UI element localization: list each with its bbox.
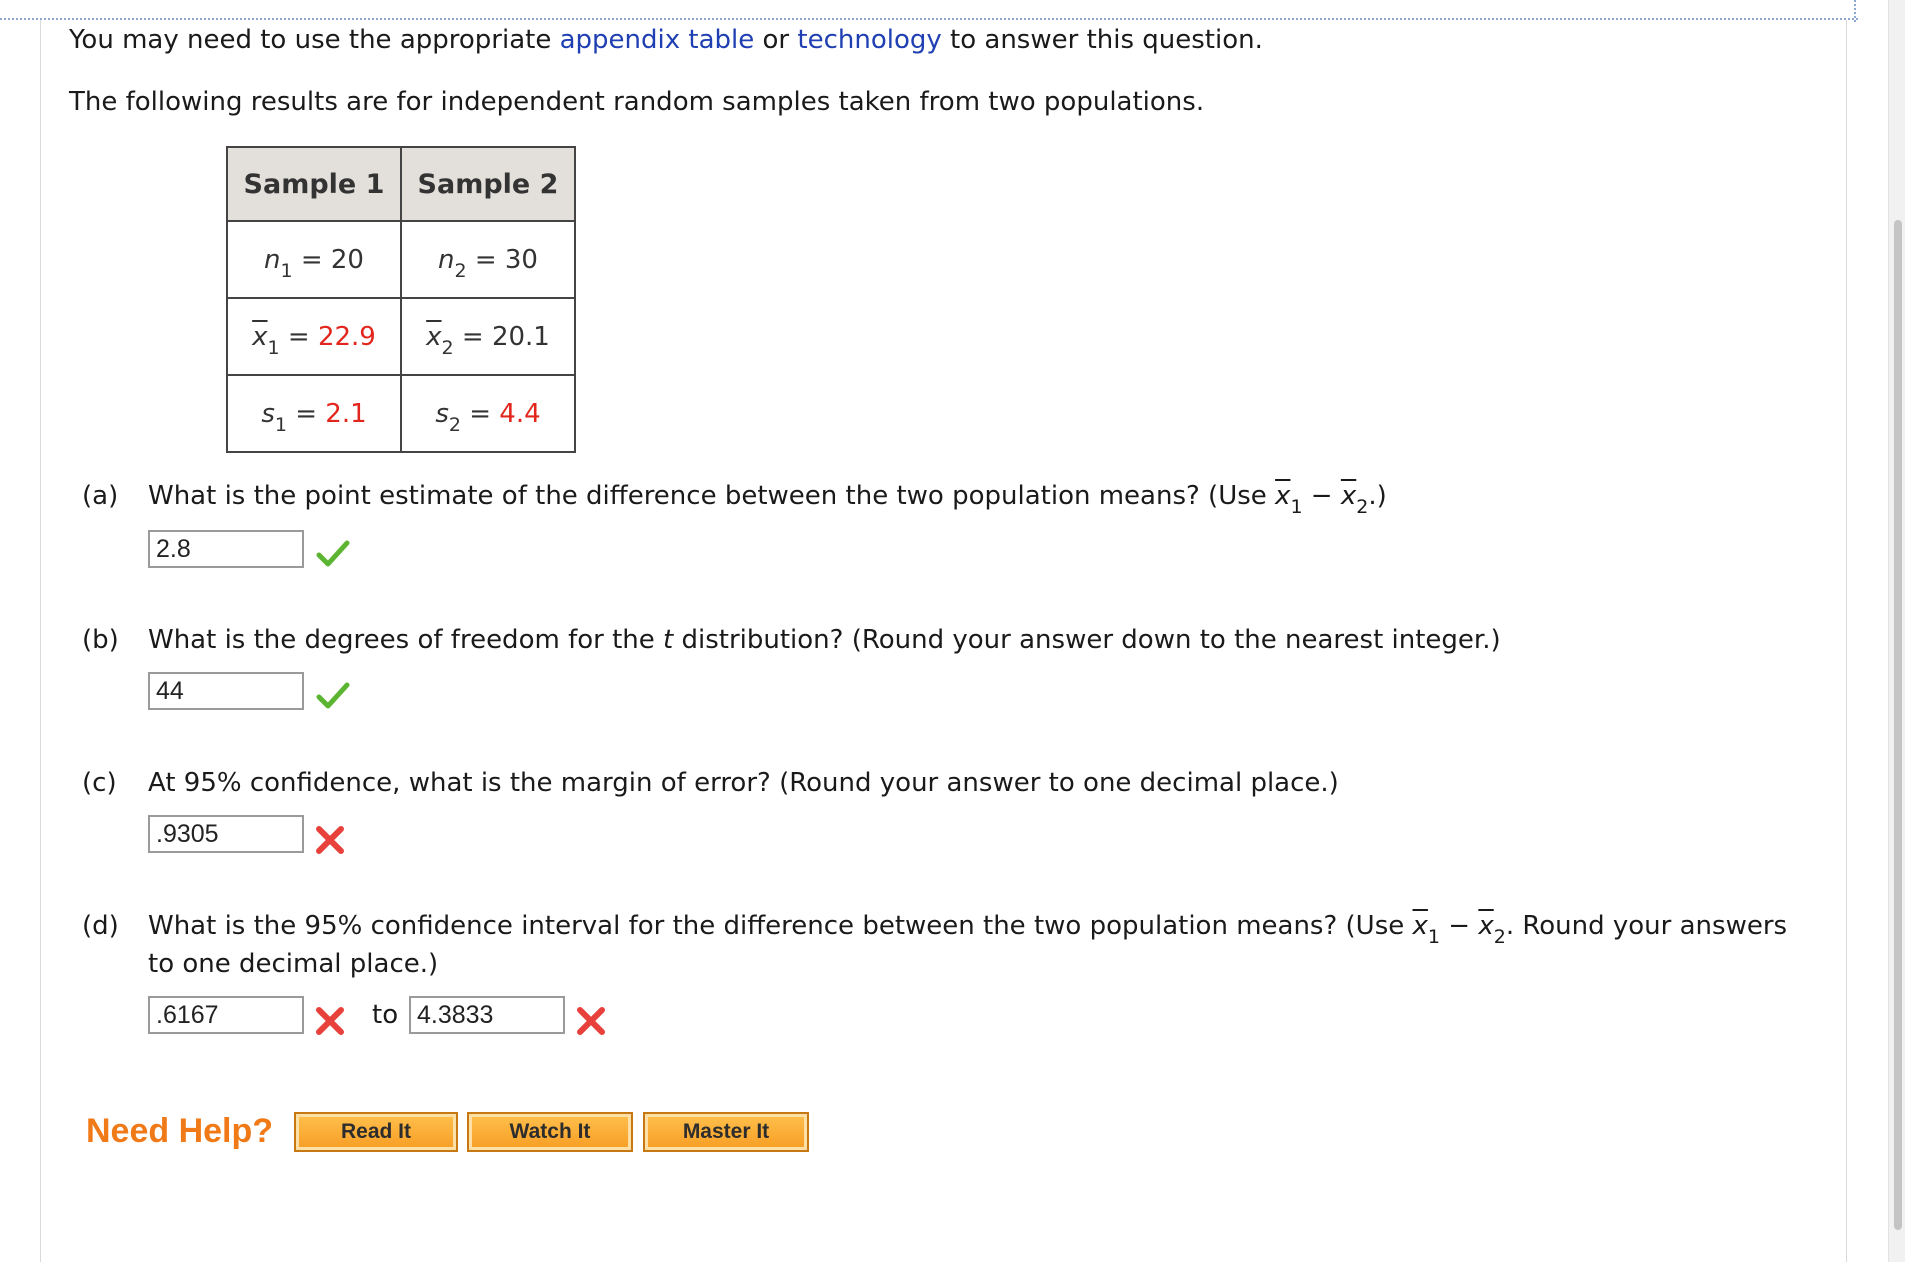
s2-subscript: 2 [448,413,461,436]
n1-value: = 20 [300,244,364,275]
answer-b-input[interactable]: 44 [148,672,304,710]
watch-it-button[interactable]: Watch It [467,1112,633,1152]
x2-symbol: $\overline{x}$ [1478,911,1494,941]
s2-cell [401,375,575,452]
question-a-prompt: What is the point estimate of the difference between the two population means? (Use [148,481,1276,511]
n1-subscript: 1 [280,259,293,282]
table-row [227,298,575,375]
appendix-table-link[interactable]: appendix table [559,25,755,55]
question-b-prompt-end: distribution? (Round your answer down to the nearest integer.) [673,625,1501,655]
intro-text: You may need to use the appropriate [69,25,560,55]
read-it-button[interactable]: Read It [294,1112,458,1152]
s1-equals: = [295,398,326,429]
minus-sign: − [1302,481,1341,511]
intro-text: to answer this question. [941,25,1263,55]
question-c-label: (c) [82,768,117,798]
answer-d-lower-input[interactable]: .6167 [148,996,304,1034]
x2-subscript: 2 [441,336,454,359]
minus-sign: − [1440,911,1479,941]
x1-subscript: 1 [1427,926,1441,948]
x-icon [312,1003,348,1039]
closing-paren: .) [1368,481,1387,511]
s2-value: 4.4 [499,398,541,429]
s2-symbol: s [435,398,449,429]
x1-symbol: $\overline{x}$ [252,321,268,352]
x1-cell [227,298,401,375]
s1-value: 2.1 [325,398,367,429]
x2-value: = 20.1 [461,321,550,352]
n1-cell [227,221,401,298]
check-icon [315,536,351,572]
frame-top-border [0,18,1858,20]
frame-right-border [1846,20,1847,1262]
x2-symbol: $\overline{x}$ [426,321,442,352]
x1-subscript: 1 [1290,496,1303,518]
question-c-text: At 95% confidence, what is the margin of error? (Round your answer to one decimal place.) [148,768,1339,798]
n2-symbol: n [438,244,455,275]
question-d-prompt-end: . Round your answers [1505,911,1788,941]
scrollbar-thumb[interactable] [1894,220,1902,1230]
t-symbol: t [663,625,674,655]
x1-equals: = [287,321,318,352]
question-a-text [148,480,1387,518]
intro-line-2: The following results are for independent random samples taken from two populations. [69,87,1205,117]
x2-symbol: $\overline{x}$ [1340,481,1357,511]
x-icon [312,822,348,858]
master-it-button[interactable]: Master It [643,1112,809,1152]
s1-subscript: 1 [274,413,287,436]
frame-corner [1854,0,1856,22]
frame-left-border [40,20,41,1262]
x-icon [573,1003,609,1039]
question-d-label: (d) [82,911,119,941]
table-row [227,221,575,298]
n2-subscript: 2 [454,259,467,282]
x1-value: 22.9 [317,321,376,352]
answer-c-input[interactable]: .9305 [148,815,304,853]
answer-d-upper-input[interactable]: 4.3833 [409,996,565,1034]
question-b-label: (b) [82,625,119,655]
x1-symbol: $\overline{x}$ [1412,911,1428,941]
x1-subscript: 1 [267,336,280,359]
n1-symbol: n [264,244,281,275]
x2-subscript: 2 [1493,926,1506,948]
question-d-text-line-2: to one decimal place.) [148,949,439,979]
x2-subscript: 2 [1356,496,1369,518]
table-header-sample-1: Sample 1 [227,147,401,221]
answer-a-input[interactable]: 2.8 [148,530,304,568]
n2-cell [401,221,575,298]
question-b-text [148,624,1501,656]
table-header-sample-2: Sample 2 [401,147,575,221]
question-d-prompt: What is the 95% confidence interval for the difference between the two population means? (Use [148,911,1413,941]
n2-value: = 30 [474,244,538,275]
s2-equals: = [469,398,500,429]
check-icon [315,678,351,714]
s1-cell [227,375,401,452]
question-d-text [148,910,1788,948]
need-help-label: Need Help? [86,1112,274,1150]
to-label: to [372,1000,399,1030]
table-row [227,375,575,452]
s1-symbol: s [261,398,275,429]
x2-cell [401,298,575,375]
x1-symbol: $\overline{x}$ [1275,481,1291,511]
intro-line-1 [69,24,1263,56]
intro-text: or [754,25,798,55]
technology-link[interactable]: technology [797,25,942,55]
question-b-prompt: What is the degrees of freedom for the [148,625,664,655]
question-a-label: (a) [82,481,119,511]
sample-table [226,146,576,453]
